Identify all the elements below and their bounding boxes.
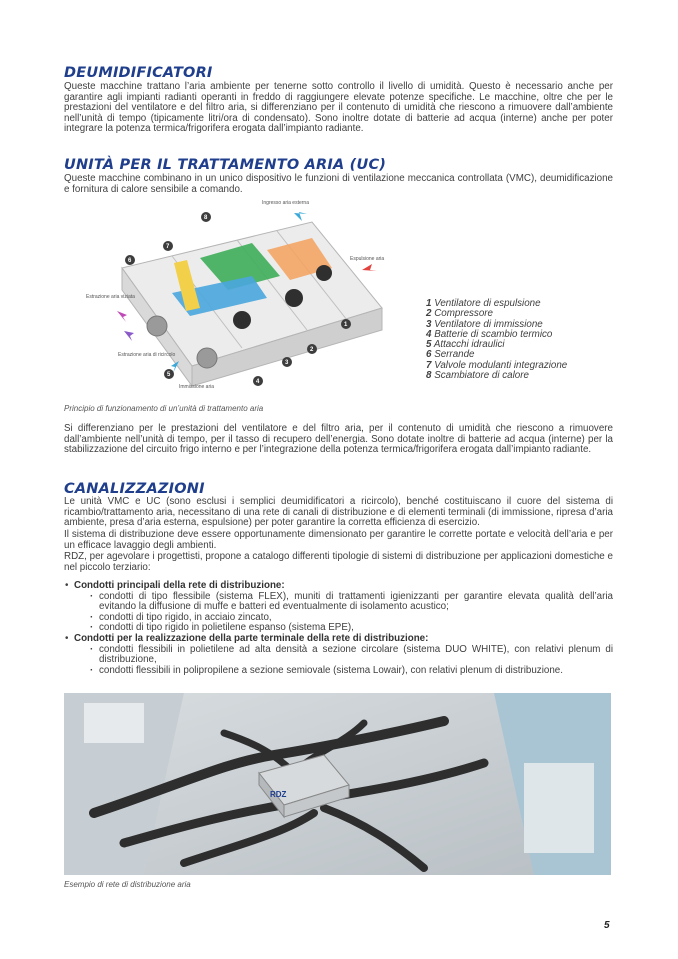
marker-6 (125, 255, 135, 265)
label-espulsione: Espulsione aria (350, 256, 385, 262)
svg-text:3: 3 (285, 360, 289, 366)
legend-item: 6 Serrande (426, 349, 475, 361)
section-title-uc: UNITÀ PER IL TRATTAMENTO ARIA (UC) (64, 157, 387, 173)
exhaust-fan (316, 265, 332, 281)
exhaust-arrow-icon (362, 264, 377, 271)
diagram-caption: Principio di funzionamento di un’unità di trattamento aria (64, 404, 264, 413)
marker-3 (282, 357, 292, 367)
svg-text:5: 5 (167, 372, 171, 378)
label-immissione: Immissione aria (179, 384, 215, 390)
duct-port-bottom (197, 348, 217, 368)
list-item: · condotti flessibili in polietilene ad alta densità a sezione circolare (sistema DUO WHITE), con relativi plenum di distribuzione, (90, 645, 613, 666)
list-item: · condotti flessibili in polipropilene a sezione semiovale (sistema Lowair), con relativi plenum di distribuzione. (90, 666, 613, 677)
label-estrazione: Estrazione aria viziata (86, 294, 135, 300)
marker-1 (341, 319, 351, 329)
uc-text-2: Si differenziano per le prestazioni del ventilatore e del filtro aria, per il contenuto di umidità che riescono a rimuovere dall’ambiente nell’unità di tempo, per il tasso di recupero dell’energia. Sono dotate inoltre di batterie ad acqua (interne) per la stabilizzazione del circuito frigo interno e per l’integrazione della potenza termica/frigorifera erogata dall’impianto radiante. (64, 423, 613, 456)
svg-text:7: 7 (166, 244, 170, 250)
marker-7 (163, 241, 173, 251)
list-item: · condotti di tipo flessibile (sistema FLEX), muniti di trattamenti igienizzanti per garantire elevata qualità dell’aria evitando la diffusione di muffe e batteri ed eventualmente di isolamento acustico; (90, 592, 613, 613)
uc-text: Queste macchine combinano in un unico dispositivo le funzioni di ventilazione meccanica controllata (VMC), deumidificazione e fornitura di calore sensibile a comando. (64, 173, 613, 195)
marker-5 (164, 369, 174, 379)
marker-8 (201, 212, 211, 222)
list-item: · condotti di tipo rigido, in acciaio zincato, (90, 613, 613, 624)
photo-caption: Esempio di rete di distribuzione aria (64, 880, 191, 889)
legend-item: 1 Ventilatore di espulsione (426, 298, 541, 309)
page-number: 5 (604, 920, 610, 931)
list-item: • Condotti principali della rete di distribuzione: · condotti di tipo flessibile (sistema FLEX), muniti di trattamenti igienizzanti per garantire elevata qualità dell’aria evitando la diffusione di muffe e batteri ed eventualmente di isolamento acustico; · condotti di tipo rigido, in acciaio zincato, · condotti di tipo rigido in polietilene espanso (sistema EPE), (64, 581, 613, 634)
marker-4 (253, 376, 263, 386)
legend-item: 5 Attacchi idraulici (426, 339, 505, 351)
svg-text:4: 4 (256, 379, 260, 385)
supply-fan (233, 311, 251, 329)
duct-port-left (147, 316, 167, 336)
label-ricircolo: Estrazione aria di ricircolo (118, 352, 176, 358)
svg-text:6: 6 (128, 258, 132, 264)
compressor (285, 289, 303, 307)
legend-item: 3 Ventilatore di immissione (426, 318, 543, 330)
duct-systems-list (64, 581, 613, 676)
section-title-deumidificatori: DEUMIDIFICATORI (64, 65, 213, 81)
legend-item: 8 Scambiatore di calore (426, 370, 529, 382)
intake-arrow-icon (294, 212, 307, 221)
canal-paragraph-3: RDZ, per agevolare i progettisti, propone a catalogo differenti tipologie di sistemi di distribuzione per applicazioni domestiche e nel piccolo terziario: (64, 551, 613, 573)
label-ingresso: Ingresso aria esterna (262, 200, 309, 206)
section-title-canalizzazioni: CANALIZZAZIONI (64, 481, 205, 497)
extraction-arrow-icon (117, 311, 127, 322)
list-item: · condotti di tipo rigido in polietilene espanso (sistema EPE), (90, 623, 613, 634)
distribution-network-image (64, 693, 611, 875)
canal-paragraph-2: Il sistema di distribuzione deve essere opportunamente dimensionato per garantire le corrette portate e velocità dell’aria e per un efficace lavaggio degli ambienti. (64, 529, 613, 551)
svg-text:2: 2 (310, 347, 314, 353)
marker-2 (307, 344, 317, 354)
recirculation-arrow-icon (124, 331, 134, 341)
canal-paragraph-1: Le unità VMC e UC (sono esclusi i semplici deumidificatori a ricircolo), benché costituiscano il cuore del sistema di ricambio/trattamento aria, necessitano di una rete di canali di distribuzione e di elementi terminali (di immissione, ripresa d’aria ambiente, presa d’aria esterna, espulsione) per poter garantire la corretta efficienza di esercizio. (64, 496, 613, 529)
svg-text:8: 8 (204, 215, 208, 221)
legend-item: 7 Valvole modulanti integrazione (426, 359, 568, 371)
svg-text:1: 1 (344, 322, 348, 328)
deumidificatori-text: Queste macchine trattano l’aria ambiente per tenerne sotto controllo il livello di umidità. Questo è necessario anche per garantire agli impianti radianti operanti in freddo di raggiungere elevate potenze specifiche. Le macchine, oltre che per le prestazioni del ventilatore e del filtro aria, si differenziano per il contenuto di umidità che riescono a rimuovere dall’ambiente nell’unità di tempo (tipicamente litri/ora di condensato). Sono inoltre dotate di batterie ad acqua (interne) anche per poter integrare la potenza termica/frigorifera erogata dall’impianto radiante. (64, 81, 613, 135)
diagram-legend (426, 299, 567, 381)
air-handling-unit-diagram (62, 198, 422, 400)
list-item: • Condotti per la realizzazione della parte terminale della rete di distribuzione: · condotti flessibili in polietilene ad alta densità a sezione circolare (sistema DUO WHITE), con relativi plenum di distribuzione, · condotti flessibili in polipropilene a sezione semiovale (sistema Lowair), con relativi plenum di distribuzione. (64, 634, 613, 676)
legend-item: 4 Batterie di scambio termico (426, 328, 553, 340)
legend-item: 2 Compressore (426, 308, 493, 320)
rdz-logo: RDZ (270, 790, 287, 799)
